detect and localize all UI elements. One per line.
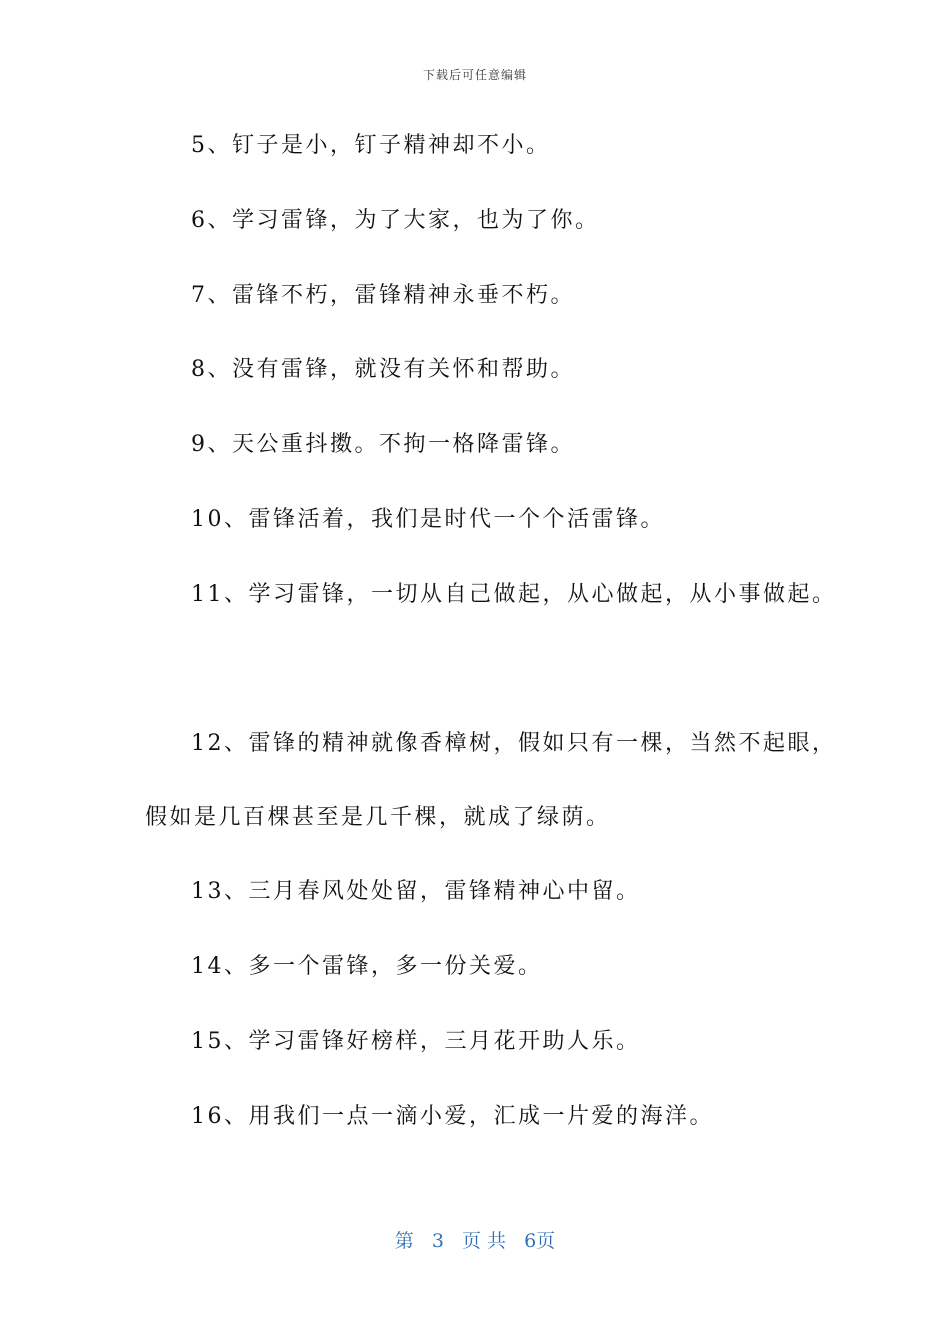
page-label-prefix: 第: [394, 1230, 414, 1252]
text-line-16: 16、用我们一点一滴小爱，汇成一片爱的海洋。: [191, 1104, 714, 1129]
text-line-6: 6、学习雷锋，为了大家，也为了你。: [191, 208, 600, 233]
text-line-14: 14、多一个雷锋，多一份关爱。: [191, 954, 543, 979]
text-line-5: 5、钉子是小，钉子精神却不小。: [191, 133, 551, 158]
text-line-13: 13、三月春风处处留，雷锋精神心中留。: [191, 879, 641, 904]
text-line-12: 12、雷锋的精神就像香樟树，假如只有一棵，当然不起眼，: [191, 731, 837, 756]
total-pages: 6页: [524, 1230, 556, 1252]
text-line-7: 7、雷锋不朽，雷锋精神永垂不朽。: [191, 283, 575, 308]
page-header-note: 下载后可任意编辑: [422, 68, 527, 82]
text-line-15: 15、学习雷锋好榜样，三月花开助人乐。: [191, 1029, 641, 1054]
text-line-8: 8、没有雷锋，就没有关怀和帮助。: [191, 357, 575, 382]
page-label-mid: 页 共: [462, 1230, 507, 1252]
page-footer: [0, 1226, 950, 1253]
page-number: 3: [431, 1230, 444, 1252]
text-line-9: 9、天公重抖擞。不拘一格降雷锋。: [191, 432, 575, 457]
text-line-11: 11、学习雷锋，一切从自己做起，从心做起，从小事做起。: [191, 582, 837, 607]
text-line-12-continued: 假如是几百棵甚至是几千棵，就成了绿荫。: [145, 805, 611, 830]
text-line-10: 10、雷锋活着，我们是时代一个个活雷锋。: [191, 507, 665, 532]
